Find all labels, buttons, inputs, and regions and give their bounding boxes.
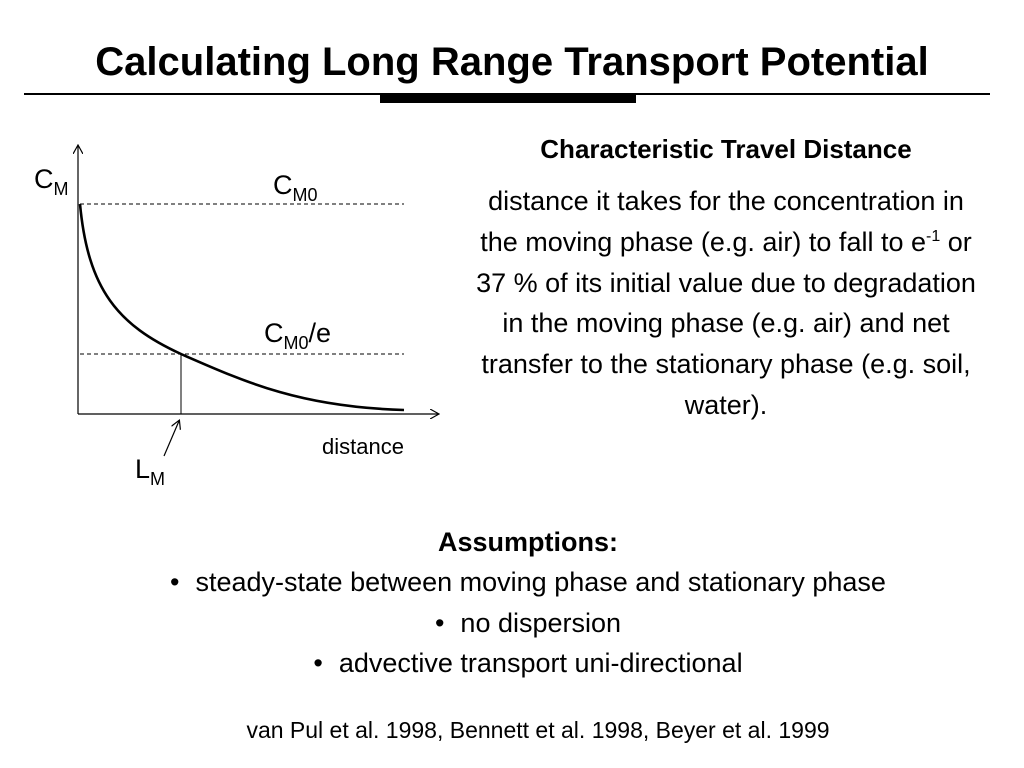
bullet-icon: • (434, 607, 445, 638)
decay-graph (0, 120, 460, 510)
definition-text-start: distance it takes for the concentration in the moving phase (e.g. air) to fall to e (480, 186, 964, 257)
decay-curve (80, 204, 404, 410)
assumption-text: no dispersion (460, 607, 622, 638)
upper-level-label: $C_{M0}$ (273, 170, 318, 205)
definition-text-end: or 37 % of its initial value due to degradation in the moving phase (e.g. air) and net transfer to the stationary phase (e.g. soil, water). (476, 226, 976, 420)
title-accent-bar (380, 94, 636, 103)
assumption-item (0, 643, 1024, 684)
lower-level-label: $C_{M0}/e$ (264, 318, 332, 353)
assumptions-list (0, 562, 1024, 684)
bullet-icon: • (313, 648, 323, 678)
assumption-text: advective transport uni-directional (338, 648, 743, 678)
definition-exponent: -1 (926, 227, 941, 245)
y-axis-label: $C_M$ (34, 164, 69, 199)
assumptions-heading: Assumptions: (437, 527, 618, 557)
references: van Pul et al. 1998, Bennett et al. 1998, Beyer et al. 1999 (246, 717, 830, 743)
definition-text (476, 181, 976, 426)
bullet-icon: • (170, 567, 180, 597)
assumption-item (0, 562, 1024, 603)
travel-distance-label: $L_M$ (135, 454, 166, 489)
assumption-item (0, 603, 1024, 644)
slide-title: Calculating Long Range Transport Potential (95, 40, 929, 84)
travel-distance-pointer (164, 421, 179, 456)
x-axis-label: distance (322, 434, 404, 459)
assumption-text: steady-state between moving phase and stationary phase (195, 567, 886, 597)
definition-heading: Characteristic Travel Distance (540, 134, 912, 164)
